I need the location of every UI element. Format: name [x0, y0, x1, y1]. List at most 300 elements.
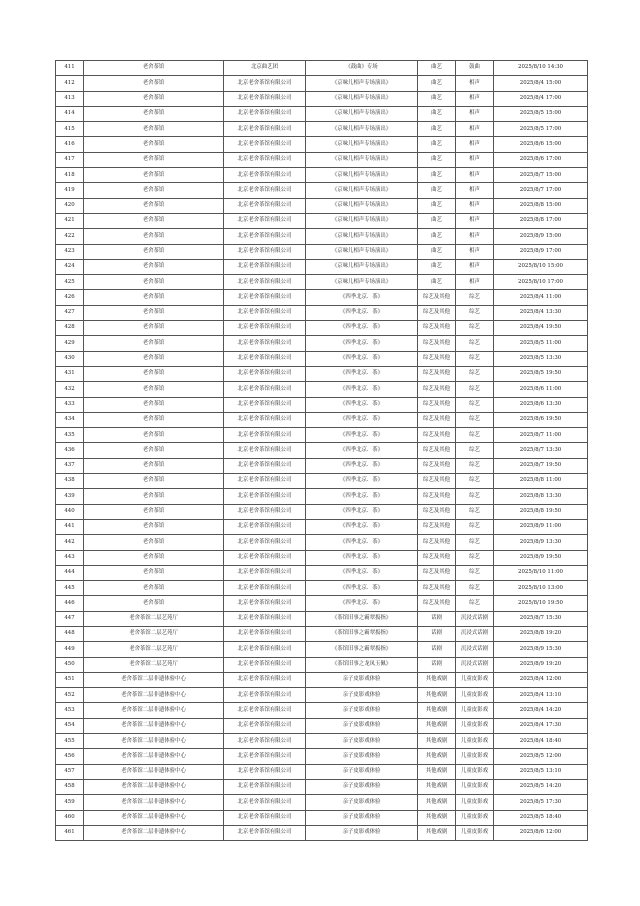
cell-category: 曲艺 — [418, 152, 456, 167]
table-row — [56, 106, 588, 121]
cell-program-title: 《四季北京．茶》 — [306, 565, 418, 580]
cell-show-time: 2025/8/10 14:30 — [494, 61, 588, 76]
table-row — [56, 458, 588, 473]
cell-program-title: 《京味儿相声专场演出》 — [306, 259, 418, 274]
cell-venue: 老舍茶馆 — [84, 198, 224, 213]
cell-category: 话剧 — [418, 611, 456, 626]
performance-schedule-sheet — [55, 60, 587, 841]
cell-venue: 老舍茶馆二层非遗体验中心 — [84, 749, 224, 764]
table-row — [56, 366, 588, 381]
cell-sub-category: 相声 — [456, 198, 494, 213]
table-row — [56, 810, 588, 825]
cell-show-time: 2025/8/5 17:30 — [494, 795, 588, 810]
cell-sub-category: 综艺 — [456, 596, 494, 611]
cell-organizer: 北京老舍茶馆有限公司 — [224, 504, 306, 519]
cell-sub-category: 综艺 — [456, 458, 494, 473]
cell-category: 曲艺 — [418, 259, 456, 274]
cell-row-number: 438 — [56, 474, 84, 489]
cell-row-number: 456 — [56, 749, 84, 764]
cell-venue: 老舍茶馆二层非遗体验中心 — [84, 703, 224, 718]
cell-program-title: 《四季北京．茶》 — [306, 336, 418, 351]
table-row — [56, 305, 588, 320]
cell-category: 其他戏剧 — [418, 764, 456, 779]
cell-organizer: 北京老舍茶馆有限公司 — [224, 366, 306, 381]
cell-row-number: 429 — [56, 336, 84, 351]
cell-show-time: 2025/8/6 13:30 — [494, 397, 588, 412]
cell-category: 其他戏剧 — [418, 749, 456, 764]
cell-category: 综艺及其他 — [418, 321, 456, 336]
cell-row-number: 458 — [56, 779, 84, 794]
cell-venue: 老舍茶馆二层非遗体验中心 — [84, 779, 224, 794]
cell-venue: 老舍茶馆 — [84, 76, 224, 91]
table-row — [56, 152, 588, 167]
cell-show-time: 2025/8/5 17:00 — [494, 122, 588, 137]
cell-sub-category: 沉浸式话剧 — [456, 642, 494, 657]
cell-venue: 老舍茶馆 — [84, 259, 224, 274]
cell-row-number: 457 — [56, 764, 84, 779]
cell-organizer: 北京老舍茶馆有限公司 — [224, 412, 306, 427]
table-row — [56, 596, 588, 611]
cell-row-number: 459 — [56, 795, 84, 810]
cell-row-number: 419 — [56, 183, 84, 198]
cell-sub-category: 沉浸式话剧 — [456, 657, 494, 672]
cell-venue: 老舍茶馆 — [84, 61, 224, 76]
cell-organizer: 北京老舍茶馆有限公司 — [224, 703, 306, 718]
cell-organizer: 北京老舍茶馆有限公司 — [224, 642, 306, 657]
cell-venue: 老舍茶馆 — [84, 519, 224, 534]
cell-program-title: 《鼓曲》专场 — [306, 61, 418, 76]
cell-sub-category: 综艺 — [456, 366, 494, 381]
cell-show-time: 2025/8/4 11:00 — [494, 290, 588, 305]
cell-venue: 老舍茶馆 — [84, 382, 224, 397]
cell-program-title: 《四季北京．茶》 — [306, 305, 418, 320]
cell-program-title: 《四季北京．茶》 — [306, 519, 418, 534]
cell-row-number: 440 — [56, 504, 84, 519]
cell-sub-category: 鼓曲 — [456, 61, 494, 76]
table-row — [56, 183, 588, 198]
cell-venue: 老舍茶馆 — [84, 183, 224, 198]
cell-organizer: 北京老舍茶馆有限公司 — [224, 550, 306, 565]
cell-row-number: 461 — [56, 825, 84, 840]
cell-show-time: 2025/8/9 19:20 — [494, 657, 588, 672]
cell-organizer: 北京老舍茶馆有限公司 — [224, 275, 306, 290]
cell-organizer: 北京老舍茶馆有限公司 — [224, 825, 306, 840]
cell-organizer: 北京老舍茶馆有限公司 — [224, 474, 306, 489]
cell-organizer: 北京曲艺团 — [224, 61, 306, 76]
cell-program-title: 《茶馆旧事之龙凤玉佩》 — [306, 657, 418, 672]
cell-program-title: 《京味儿相声专场演出》 — [306, 213, 418, 228]
cell-show-time: 2025/8/4 12:00 — [494, 672, 588, 687]
cell-sub-category: 相声 — [456, 106, 494, 121]
cell-venue: 老舍茶馆二层非遗体验中心 — [84, 810, 224, 825]
cell-program-title: 《四季北京．茶》 — [306, 321, 418, 336]
cell-sub-category: 综艺 — [456, 565, 494, 580]
cell-program-title: 《京味儿相声专场演出》 — [306, 275, 418, 290]
cell-row-number: 418 — [56, 168, 84, 183]
cell-row-number: 415 — [56, 122, 84, 137]
cell-organizer: 北京老舍茶馆有限公司 — [224, 137, 306, 152]
cell-program-title: 《四季北京．茶》 — [306, 474, 418, 489]
cell-venue: 老舍茶馆 — [84, 106, 224, 121]
table-row — [56, 565, 588, 580]
cell-venue: 老舍茶馆 — [84, 229, 224, 244]
table-row — [56, 779, 588, 794]
cell-organizer: 北京老舍茶馆有限公司 — [224, 336, 306, 351]
table-row — [56, 642, 588, 657]
cell-venue: 老舍茶馆 — [84, 275, 224, 290]
schedule-table — [55, 60, 588, 841]
cell-program-title: 《茶馆旧事之霸翠扳指》 — [306, 611, 418, 626]
cell-organizer: 北京老舍茶馆有限公司 — [224, 596, 306, 611]
cell-row-number: 433 — [56, 397, 84, 412]
cell-row-number: 431 — [56, 366, 84, 381]
cell-program-title: 亲子皮影戏体验 — [306, 795, 418, 810]
table-row — [56, 535, 588, 550]
cell-organizer: 北京老舍茶馆有限公司 — [224, 795, 306, 810]
table-row — [56, 550, 588, 565]
cell-show-time: 2025/8/4 13:10 — [494, 688, 588, 703]
cell-category: 综艺及其他 — [418, 382, 456, 397]
cell-category: 综艺及其他 — [418, 397, 456, 412]
cell-venue: 老舍茶馆 — [84, 581, 224, 596]
cell-row-number: 436 — [56, 443, 84, 458]
table-row — [56, 611, 588, 626]
cell-sub-category: 综艺 — [456, 519, 494, 534]
cell-organizer: 北京老舍茶馆有限公司 — [224, 611, 306, 626]
cell-organizer: 北京老舍茶馆有限公司 — [224, 229, 306, 244]
cell-organizer: 北京老舍茶馆有限公司 — [224, 76, 306, 91]
cell-sub-category: 儿童皮影戏 — [456, 718, 494, 733]
cell-venue: 老舍茶馆二层非遗体验中心 — [84, 825, 224, 840]
cell-category: 其他戏剧 — [418, 703, 456, 718]
cell-row-number: 448 — [56, 626, 84, 641]
cell-sub-category: 儿童皮影戏 — [456, 749, 494, 764]
cell-organizer: 北京老舍茶馆有限公司 — [224, 122, 306, 137]
cell-category: 话剧 — [418, 657, 456, 672]
table-row — [56, 749, 588, 764]
cell-organizer: 北京老舍茶馆有限公司 — [224, 244, 306, 259]
cell-category: 曲艺 — [418, 137, 456, 152]
table-row — [56, 397, 588, 412]
cell-sub-category: 相声 — [456, 229, 494, 244]
cell-program-title: 亲子皮影戏体验 — [306, 718, 418, 733]
cell-sub-category: 综艺 — [456, 336, 494, 351]
cell-program-title: 《四季北京．茶》 — [306, 351, 418, 366]
cell-category: 综艺及其他 — [418, 458, 456, 473]
cell-program-title: 亲子皮影戏体验 — [306, 779, 418, 794]
cell-organizer: 北京老舍茶馆有限公司 — [224, 305, 306, 320]
cell-program-title: 《京味儿相声专场演出》 — [306, 229, 418, 244]
cell-category: 其他戏剧 — [418, 795, 456, 810]
cell-venue: 老舍茶馆 — [84, 305, 224, 320]
cell-sub-category: 儿童皮影戏 — [456, 810, 494, 825]
cell-organizer: 北京老舍茶馆有限公司 — [224, 764, 306, 779]
cell-row-number: 445 — [56, 581, 84, 596]
cell-sub-category: 相声 — [456, 76, 494, 91]
cell-organizer: 北京老舍茶馆有限公司 — [224, 672, 306, 687]
cell-organizer: 北京老舍茶馆有限公司 — [224, 810, 306, 825]
cell-program-title: 《京味儿相声专场演出》 — [306, 137, 418, 152]
table-row — [56, 657, 588, 672]
cell-show-time: 2025/8/6 11:00 — [494, 382, 588, 397]
cell-row-number: 446 — [56, 596, 84, 611]
cell-row-number: 449 — [56, 642, 84, 657]
cell-row-number: 421 — [56, 213, 84, 228]
cell-sub-category: 儿童皮影戏 — [456, 795, 494, 810]
cell-show-time: 2025/8/6 15:00 — [494, 137, 588, 152]
cell-venue: 老舍茶馆 — [84, 397, 224, 412]
cell-row-number: 432 — [56, 382, 84, 397]
cell-sub-category: 综艺 — [456, 489, 494, 504]
cell-show-time: 2025/8/5 15:00 — [494, 106, 588, 121]
cell-category: 综艺及其他 — [418, 504, 456, 519]
cell-organizer: 北京老舍茶馆有限公司 — [224, 321, 306, 336]
cell-category: 综艺及其他 — [418, 474, 456, 489]
cell-venue: 老舍茶馆 — [84, 412, 224, 427]
cell-sub-category: 综艺 — [456, 535, 494, 550]
cell-venue: 老舍茶馆 — [84, 168, 224, 183]
table-row — [56, 275, 588, 290]
cell-category: 综艺及其他 — [418, 305, 456, 320]
cell-organizer: 北京老舍茶馆有限公司 — [224, 382, 306, 397]
cell-category: 综艺及其他 — [418, 550, 456, 565]
cell-organizer: 北京老舍茶馆有限公司 — [224, 198, 306, 213]
cell-row-number: 413 — [56, 91, 84, 106]
cell-program-title: 《四季北京．茶》 — [306, 443, 418, 458]
cell-row-number: 425 — [56, 275, 84, 290]
cell-show-time: 2025/8/8 11:00 — [494, 474, 588, 489]
table-row — [56, 91, 588, 106]
cell-venue: 老舍茶馆 — [84, 489, 224, 504]
cell-venue: 老舍茶馆 — [84, 443, 224, 458]
cell-category: 综艺及其他 — [418, 596, 456, 611]
cell-category: 其他戏剧 — [418, 810, 456, 825]
cell-program-title: 《四季北京．茶》 — [306, 581, 418, 596]
table-row — [56, 734, 588, 749]
cell-category: 曲艺 — [418, 91, 456, 106]
cell-venue: 老舍茶馆 — [84, 122, 224, 137]
cell-sub-category: 儿童皮影戏 — [456, 672, 494, 687]
cell-show-time: 2025/8/10 11:00 — [494, 565, 588, 580]
cell-program-title: 《京味儿相声专场演出》 — [306, 152, 418, 167]
cell-row-number: 441 — [56, 519, 84, 534]
cell-venue: 老舍茶馆二层艺苑厅 — [84, 626, 224, 641]
cell-organizer: 北京老舍茶馆有限公司 — [224, 397, 306, 412]
cell-category: 曲艺 — [418, 76, 456, 91]
cell-row-number: 427 — [56, 305, 84, 320]
cell-sub-category: 相声 — [456, 168, 494, 183]
cell-venue: 老舍茶馆 — [84, 550, 224, 565]
table-row — [56, 382, 588, 397]
cell-show-time: 2025/8/10 17:00 — [494, 275, 588, 290]
cell-sub-category: 儿童皮影戏 — [456, 825, 494, 840]
cell-show-time: 2025/8/5 19:50 — [494, 366, 588, 381]
cell-sub-category: 相声 — [456, 259, 494, 274]
cell-organizer: 北京老舍茶馆有限公司 — [224, 626, 306, 641]
cell-row-number: 424 — [56, 259, 84, 274]
cell-program-title: 《四季北京．茶》 — [306, 458, 418, 473]
table-row — [56, 626, 588, 641]
cell-sub-category: 沉浸式话剧 — [456, 626, 494, 641]
cell-show-time: 2025/8/4 17:00 — [494, 91, 588, 106]
cell-row-number: 453 — [56, 703, 84, 718]
cell-category: 其他戏剧 — [418, 718, 456, 733]
table-row — [56, 688, 588, 703]
cell-show-time: 2025/8/9 13:30 — [494, 535, 588, 550]
cell-venue: 老舍茶馆 — [84, 351, 224, 366]
cell-show-time: 2025/8/6 19:50 — [494, 412, 588, 427]
cell-category: 话剧 — [418, 626, 456, 641]
cell-show-time: 2025/8/7 15:00 — [494, 168, 588, 183]
table-row — [56, 351, 588, 366]
cell-sub-category: 综艺 — [456, 581, 494, 596]
cell-sub-category: 儿童皮影戏 — [456, 734, 494, 749]
cell-program-title: 《京味儿相声专场演出》 — [306, 198, 418, 213]
cell-category: 综艺及其他 — [418, 565, 456, 580]
cell-sub-category: 儿童皮影戏 — [456, 779, 494, 794]
cell-row-number: 437 — [56, 458, 84, 473]
cell-program-title: 亲子皮影戏体验 — [306, 688, 418, 703]
cell-show-time: 2025/8/9 15:00 — [494, 229, 588, 244]
table-row — [56, 672, 588, 687]
cell-program-title: 《京味儿相声专场演出》 — [306, 76, 418, 91]
cell-category: 曲艺 — [418, 168, 456, 183]
table-row — [56, 76, 588, 91]
cell-venue: 老舍茶馆二层非遗体验中心 — [84, 688, 224, 703]
table-row — [56, 795, 588, 810]
cell-organizer: 北京老舍茶馆有限公司 — [224, 734, 306, 749]
cell-organizer: 北京老舍茶馆有限公司 — [224, 458, 306, 473]
cell-category: 综艺及其他 — [418, 443, 456, 458]
cell-show-time: 2025/8/4 19:50 — [494, 321, 588, 336]
cell-venue: 老舍茶馆 — [84, 290, 224, 305]
cell-row-number: 428 — [56, 321, 84, 336]
table-row — [56, 229, 588, 244]
cell-organizer: 北京老舍茶馆有限公司 — [224, 213, 306, 228]
cell-program-title: 《四季北京．茶》 — [306, 366, 418, 381]
cell-show-time: 2025/8/5 13:10 — [494, 764, 588, 779]
table-row — [56, 168, 588, 183]
cell-show-time: 2025/8/4 18:40 — [494, 734, 588, 749]
cell-sub-category: 沉浸式话剧 — [456, 611, 494, 626]
cell-category: 曲艺 — [418, 106, 456, 121]
cell-sub-category: 相声 — [456, 152, 494, 167]
cell-sub-category: 综艺 — [456, 321, 494, 336]
cell-venue: 老舍茶馆 — [84, 565, 224, 580]
cell-category: 其他戏剧 — [418, 734, 456, 749]
table-row — [56, 428, 588, 443]
cell-sub-category: 综艺 — [456, 550, 494, 565]
cell-show-time: 2025/8/6 17:00 — [494, 152, 588, 167]
cell-program-title: 亲子皮影戏体验 — [306, 825, 418, 840]
cell-organizer: 北京老舍茶馆有限公司 — [224, 106, 306, 121]
cell-venue: 老舍茶馆二层非遗体验中心 — [84, 734, 224, 749]
cell-organizer: 北京老舍茶馆有限公司 — [224, 443, 306, 458]
cell-sub-category: 相声 — [456, 244, 494, 259]
cell-row-number: 454 — [56, 718, 84, 733]
cell-program-title: 《四季北京．茶》 — [306, 535, 418, 550]
cell-show-time: 2025/8/5 12:00 — [494, 749, 588, 764]
cell-venue: 老舍茶馆 — [84, 366, 224, 381]
cell-row-number: 444 — [56, 565, 84, 580]
cell-row-number: 452 — [56, 688, 84, 703]
cell-program-title: 《京味儿相声专场演出》 — [306, 91, 418, 106]
cell-show-time: 2025/8/5 14:20 — [494, 779, 588, 794]
table-row — [56, 489, 588, 504]
cell-row-number: 414 — [56, 106, 84, 121]
cell-category: 综艺及其他 — [418, 489, 456, 504]
cell-category: 综艺及其他 — [418, 581, 456, 596]
cell-sub-category: 综艺 — [456, 290, 494, 305]
cell-sub-category: 相声 — [456, 137, 494, 152]
cell-row-number: 416 — [56, 137, 84, 152]
cell-sub-category: 综艺 — [456, 504, 494, 519]
table-row — [56, 474, 588, 489]
cell-program-title: 《京味儿相声专场演出》 — [306, 106, 418, 121]
cell-sub-category: 相声 — [456, 183, 494, 198]
cell-category: 曲艺 — [418, 122, 456, 137]
cell-show-time: 2025/8/7 13:30 — [494, 443, 588, 458]
table-row — [56, 198, 588, 213]
cell-sub-category: 综艺 — [456, 305, 494, 320]
cell-venue: 老舍茶馆 — [84, 152, 224, 167]
table-row — [56, 581, 588, 596]
cell-category: 曲艺 — [418, 198, 456, 213]
cell-category: 综艺及其他 — [418, 428, 456, 443]
cell-category: 话剧 — [418, 642, 456, 657]
cell-program-title: 《四季北京．茶》 — [306, 397, 418, 412]
table-row — [56, 443, 588, 458]
cell-sub-category: 综艺 — [456, 351, 494, 366]
cell-organizer: 北京老舍茶馆有限公司 — [224, 688, 306, 703]
cell-row-number: 423 — [56, 244, 84, 259]
cell-program-title: 《京味儿相声专场演出》 — [306, 168, 418, 183]
cell-category: 曲艺 — [418, 183, 456, 198]
cell-show-time: 2025/8/5 11:00 — [494, 336, 588, 351]
cell-row-number: 417 — [56, 152, 84, 167]
cell-organizer: 北京老舍茶馆有限公司 — [224, 351, 306, 366]
table-row — [56, 519, 588, 534]
cell-category: 曲艺 — [418, 61, 456, 76]
cell-row-number: 451 — [56, 672, 84, 687]
cell-category: 其他戏剧 — [418, 672, 456, 687]
cell-sub-category: 综艺 — [456, 397, 494, 412]
cell-row-number: 426 — [56, 290, 84, 305]
cell-show-time: 2025/8/8 19:50 — [494, 504, 588, 519]
table-row — [56, 290, 588, 305]
table-row — [56, 336, 588, 351]
cell-organizer: 北京老舍茶馆有限公司 — [224, 749, 306, 764]
cell-show-time: 2025/8/7 11:00 — [494, 428, 588, 443]
cell-venue: 老舍茶馆 — [84, 535, 224, 550]
cell-program-title: 《四季北京．茶》 — [306, 504, 418, 519]
cell-sub-category: 综艺 — [456, 412, 494, 427]
cell-program-title: 《京味儿相声专场演出》 — [306, 244, 418, 259]
cell-program-title: 《茶馆旧事之霸翠扳指》 — [306, 642, 418, 657]
table-row — [56, 213, 588, 228]
cell-program-title: 亲子皮影戏体验 — [306, 672, 418, 687]
cell-program-title: 《京味儿相声专场演出》 — [306, 122, 418, 137]
cell-category: 综艺及其他 — [418, 519, 456, 534]
cell-show-time: 2025/8/4 17:30 — [494, 718, 588, 733]
cell-category: 曲艺 — [418, 229, 456, 244]
cell-show-time: 2025/8/8 13:30 — [494, 489, 588, 504]
cell-show-time: 2025/8/4 14:20 — [494, 703, 588, 718]
table-row — [56, 259, 588, 274]
cell-sub-category: 相声 — [456, 213, 494, 228]
cell-program-title: 《四季北京．茶》 — [306, 428, 418, 443]
table-row — [56, 61, 588, 76]
